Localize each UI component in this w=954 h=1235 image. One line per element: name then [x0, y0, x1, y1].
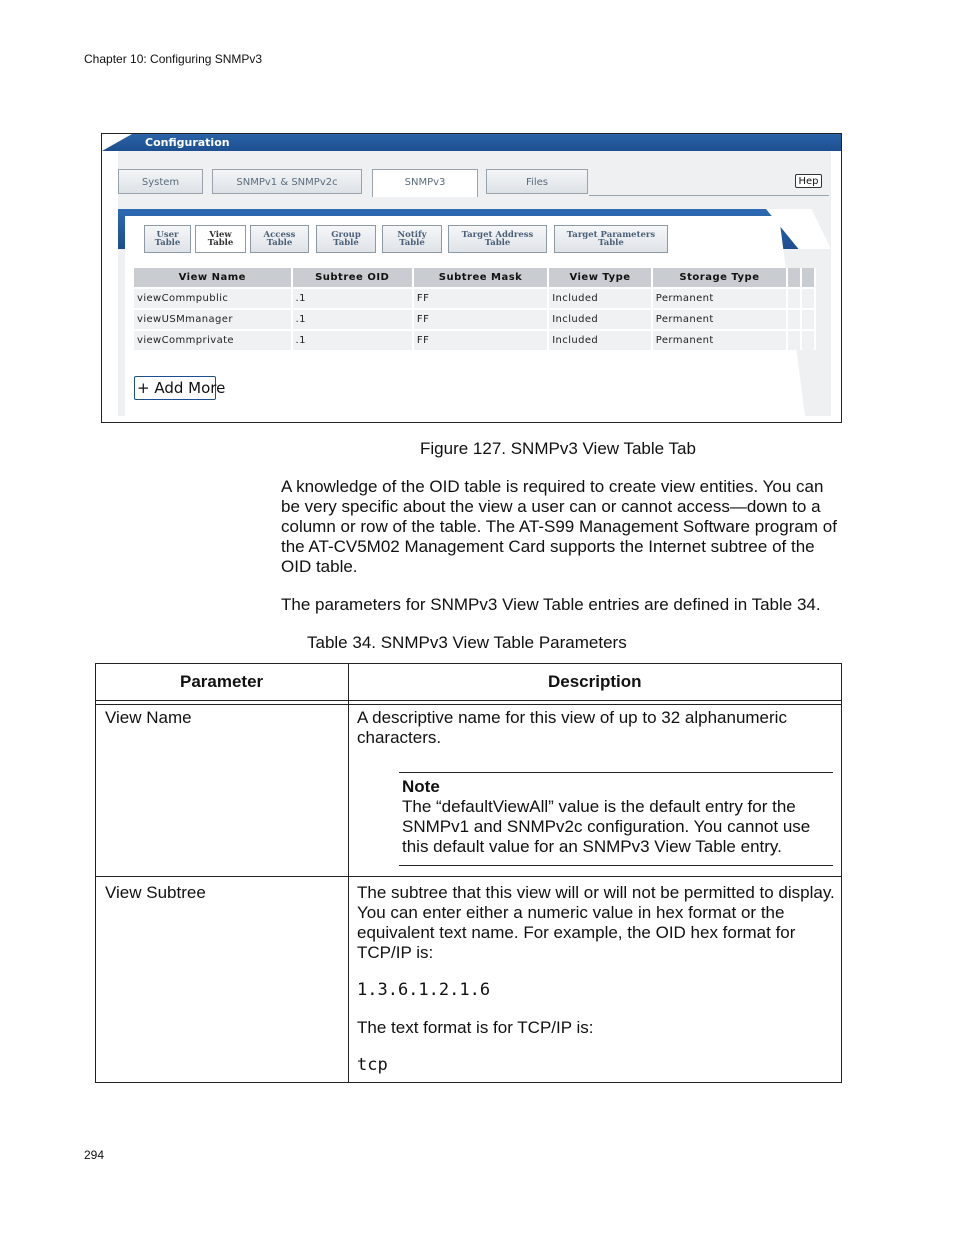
configuration-header	[102, 134, 841, 151]
help-button[interactable]: Hep	[795, 174, 822, 188]
tab-snmpv3[interactable]: SNMPv3	[372, 169, 478, 197]
page-number: 294	[84, 1148, 105, 1162]
note-rule-top	[399, 772, 833, 773]
running-head: Chapter 10: Configuring SNMPv3	[84, 52, 263, 66]
table-caption: Table 34. SNMPv3 View Table Parameters	[307, 633, 627, 652]
col-subtree-mask: Subtree Mask	[413, 268, 548, 288]
oid-text-example: tcp	[357, 1055, 388, 1075]
note-text: The “defaultViewAll” value is the default entry for the SNMPv1 and SNMPv2c configuration. You cannot use this default value for an SNMPv3 View Table entry.	[402, 797, 811, 856]
screenshot-figure	[101, 133, 842, 423]
tab-snmpv1-snmpv2c[interactable]: SNMPv1 & SNMPv2c	[212, 169, 362, 194]
cell-edit[interactable]	[787, 288, 801, 309]
desc-view-subtree: The subtree that this view will or will not be permitted to display. You can enter either a numeric value in hex format or the equivalent text name. For example, the OID hex format for TCP/IP is:	[357, 883, 835, 962]
parameter-table	[95, 663, 842, 1083]
header-description: Description	[548, 672, 642, 691]
table-row[interactable]	[134, 288, 815, 309]
col-view-name: View Name	[134, 268, 292, 288]
cell-subtree-mask: FF	[413, 288, 548, 309]
param-view-name: View Name	[105, 708, 192, 727]
col-view-type: View Type	[548, 268, 652, 288]
figure-caption: Figure 127. SNMPv3 View Table Tab	[420, 439, 696, 458]
col-spacer	[801, 268, 815, 288]
cell-subtree-oid: .1	[292, 288, 413, 309]
body-paragraph-oid: A knowledge of the OID table is required to create view entities. You can be very specific about the view a user can or cannot access—down to a column or row of the table. The AT-S99 Management Software program of the AT-CV5M02 Management Card supports the Internet subtree of the OID table.	[281, 477, 837, 576]
text-format-label: The text format is for TCP/IP is:	[357, 1018, 594, 1037]
header-rule-top	[96, 700, 841, 701]
cell-edit[interactable]	[787, 330, 801, 350]
subtab-user-table[interactable]: User Table	[144, 225, 191, 253]
desc-view-name: A descriptive name for this view of up to 32 alphanumeric characters.	[357, 708, 787, 747]
column-divider	[348, 664, 349, 1082]
body-paragraph-parameters: The parameters for SNMPv3 View Table entries are defined in Table 34.	[281, 595, 821, 614]
subtab-access-table[interactable]: Access Table	[250, 225, 309, 253]
col-subtree-oid: Subtree OID	[292, 268, 413, 288]
header-parameter: Parameter	[180, 672, 264, 691]
table-row[interactable]	[134, 330, 815, 350]
cell-storage-type: Permanent	[652, 288, 787, 309]
cell-delete[interactable]	[801, 330, 815, 350]
col-storage-type: Storage Type	[652, 268, 787, 288]
row-divider	[96, 876, 841, 877]
cell-subtree-oid: .1	[292, 309, 413, 330]
col-spacer	[787, 268, 801, 288]
cell-delete[interactable]	[801, 309, 815, 330]
oid-hex-example: 1.3.6.1.2.1.6	[357, 980, 491, 1000]
note-rule-bottom	[399, 865, 833, 866]
cell-subtree-mask: FF	[413, 309, 548, 330]
cell-view-type: Included	[548, 288, 652, 309]
cell-view-name: viewCommpublic	[134, 288, 292, 309]
grid-header-row	[134, 268, 815, 288]
cell-view-type: Included	[548, 309, 652, 330]
subtab-target-parameters-table[interactable]: Target Parameters Table	[554, 225, 668, 253]
view-table-grid	[134, 268, 816, 350]
subtab-group-table[interactable]: Group Table	[316, 225, 376, 253]
configuration-title: Configuration	[145, 136, 230, 149]
cell-view-name: viewCommprivate	[134, 330, 292, 350]
subtab-target-address-table[interactable]: Target Address Table	[448, 225, 547, 253]
cell-view-type: Included	[548, 330, 652, 350]
header-rule-bottom	[96, 704, 841, 705]
param-view-subtree: View Subtree	[105, 883, 206, 902]
cell-view-name: viewUSMmanager	[134, 309, 292, 330]
subtab-view-table[interactable]: View Table	[195, 225, 246, 253]
note-title: Note	[402, 777, 440, 796]
tab-baseline	[589, 195, 829, 196]
cell-delete[interactable]	[801, 288, 815, 309]
cell-storage-type: Permanent	[652, 309, 787, 330]
cell-edit[interactable]	[787, 309, 801, 330]
add-more-button[interactable]: + Add More	[134, 376, 216, 400]
table-row[interactable]	[134, 309, 815, 330]
tab-files[interactable]: Files	[486, 169, 588, 194]
cell-subtree-oid: .1	[292, 330, 413, 350]
subtab-notify-table[interactable]: Notify Table	[382, 225, 442, 253]
cell-storage-type: Permanent	[652, 330, 787, 350]
cell-subtree-mask: FF	[413, 330, 548, 350]
tab-system[interactable]: System	[118, 169, 203, 194]
